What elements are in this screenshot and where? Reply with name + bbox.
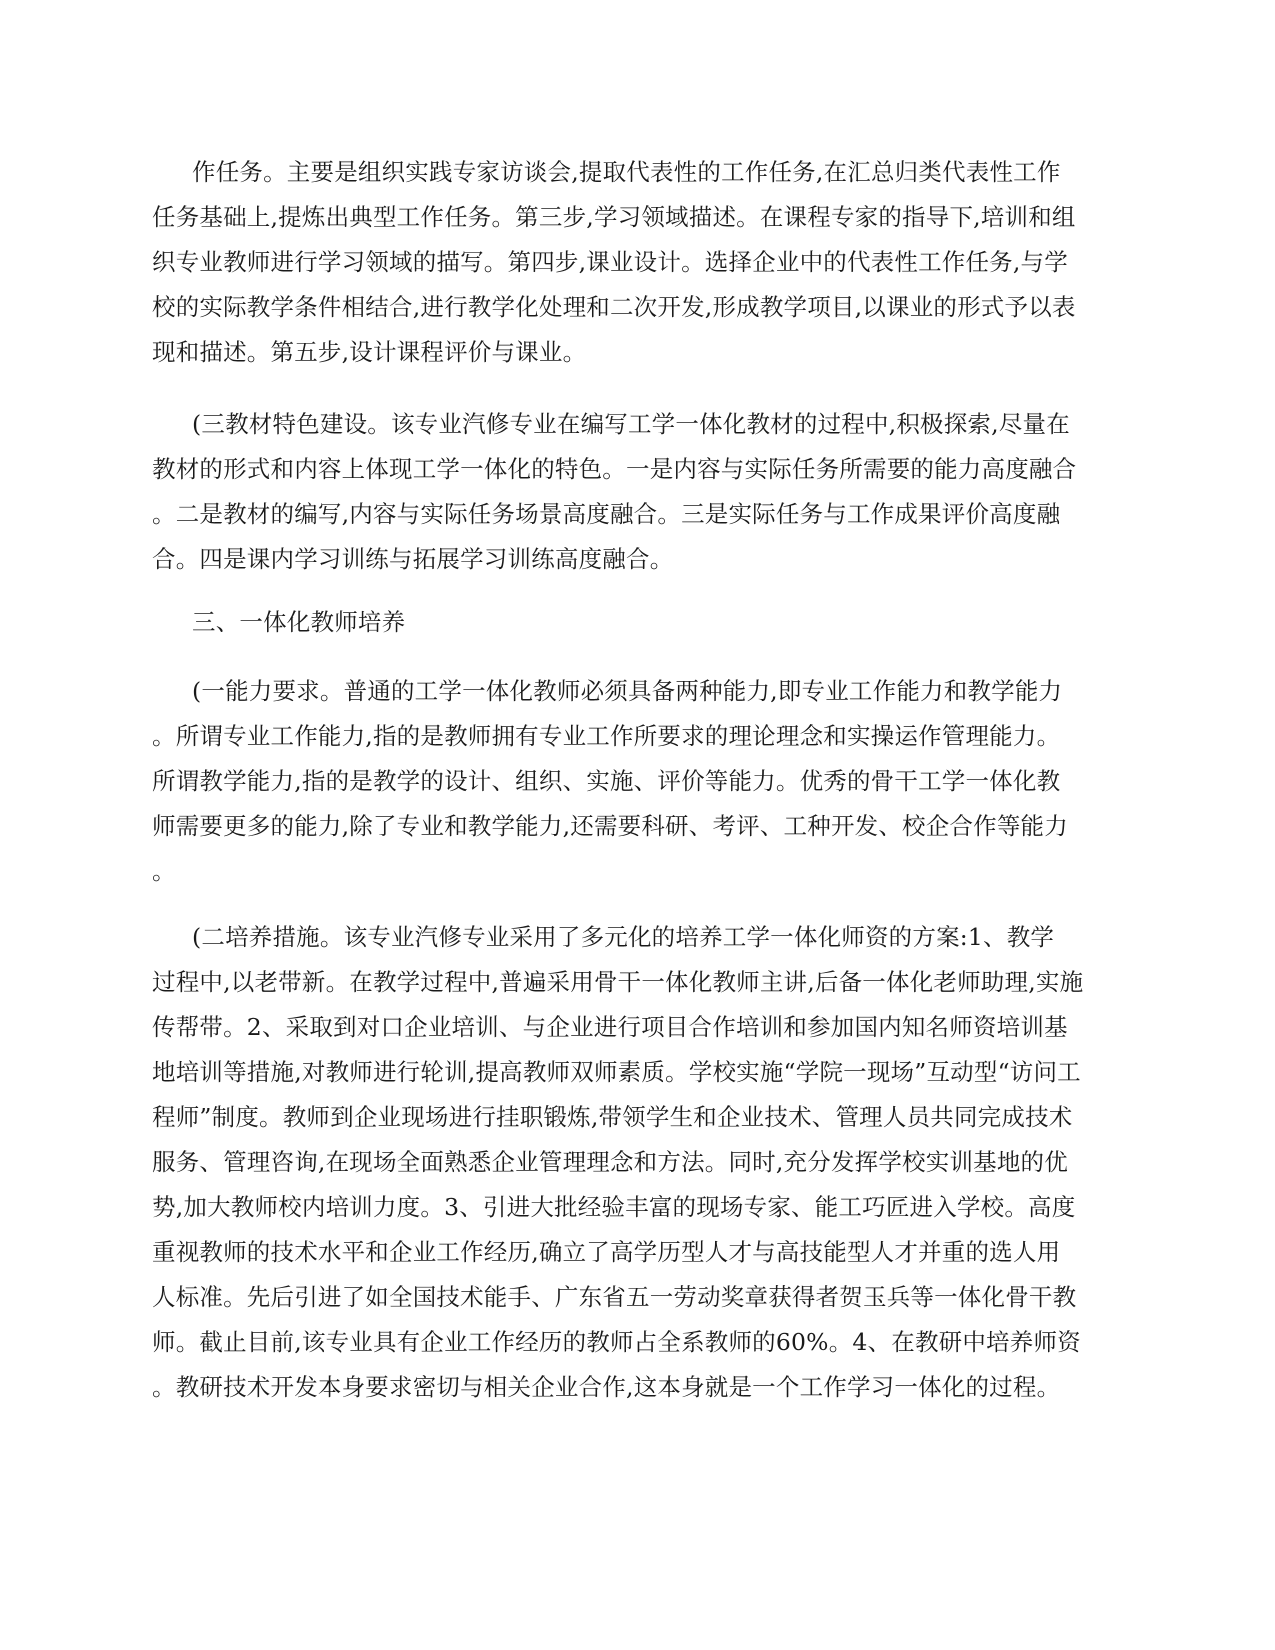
text-line: 师。截止目前,该专业具有企业工作经历的教师占全系教师的60%。4、在教研中培养师资 bbox=[152, 1328, 1081, 1356]
text-line: 所谓教学能力,指的是教学的设计、组织、实施、评价等能力。优秀的骨干工学一体化教 bbox=[152, 767, 1061, 795]
text-line: 。 bbox=[152, 857, 176, 885]
text-line: 人标准。先后引进了如全国技术能手、广东省五一劳动奖章获得者贺玉兵等一体化骨干教 bbox=[152, 1283, 1077, 1311]
text-line: 现和描述。第五步,设计课程评价与课业。 bbox=[152, 338, 587, 366]
text-line: 势,加大教师校内培训力度。3、引进大批经验丰富的现场专家、能工巧匠进入学校。高度 bbox=[152, 1193, 1076, 1221]
text-line: 教材的形式和内容上体现工学一体化的特色。一是内容与实际任务所需要的能力高度融合 bbox=[152, 455, 1077, 483]
text-line: (二培养措施。该专业汽修专业采用了多元化的培养工学一体化师资的方案:1、教学 bbox=[192, 923, 1055, 951]
text-line: 传帮带。2、采取到对口企业培训、与企业进行项目合作培训和参加国内知名师资培训基 bbox=[152, 1013, 1068, 1041]
text-line: 。教研技术开发本身要求密切与相关企业合作,这本身就是一个工作学习一体化的过程。 bbox=[152, 1373, 1061, 1401]
text-line: 。所谓专业工作能力,指的是教师拥有专业工作所要求的理论理念和实操运作管理能力。 bbox=[152, 722, 1061, 750]
text-line: (一能力要求。普通的工学一体化教师必须具备两种能力,即专业工作能力和教学能力 bbox=[192, 677, 1063, 705]
text-line: 地培训等措施,对教师进行轮训,提高教师双师素质。学校实施“学院一现场”互动型“访问工 bbox=[152, 1058, 1081, 1086]
text-line: 过程中,以老带新。在教学过程中,普遍采用骨干一体化教师主讲,后备一体化老师助理,实施 bbox=[152, 968, 1084, 996]
text-line: 校的实际教学条件相结合,进行教学化处理和二次开发,形成教学项目,以课业的形式予以表 bbox=[152, 293, 1076, 321]
text-line: 程师”制度。教师到企业现场进行挂职锻炼,带领学生和企业技术、管理人员共同完成技术 bbox=[152, 1103, 1073, 1131]
text-line: 师需要更多的能力,除了专业和教学能力,还需要科研、考评、工种开发、校企合作等能力 bbox=[152, 812, 1068, 840]
section-heading: 三、一体化教师培养 bbox=[192, 608, 406, 636]
text-line: 作任务。主要是组织实践专家访谈会,提取代表性的工作任务,在汇总归类代表性工作 bbox=[192, 158, 1061, 186]
text-line: 合。四是课内学习训练与拓展学习训练高度融合。 bbox=[152, 545, 674, 573]
text-line: 服务、管理咨询,在现场全面熟悉企业管理理念和方法。同时,充分发挥学校实训基地的优 bbox=[152, 1148, 1068, 1176]
text-line: 任务基础上,提炼出典型工作任务。第三步,学习领域描述。在课程专家的指导下,培训和组 bbox=[152, 203, 1076, 231]
text-line: 。二是教材的编写,内容与实际任务场景高度融合。三是实际任务与工作成果评价高度融 bbox=[152, 500, 1061, 528]
text-line: 织专业教师进行学习领域的描写。第四步,课业设计。选择企业中的代表性工作任务,与学 bbox=[152, 248, 1068, 276]
text-line: 重视教师的技术水平和企业工作经历,确立了高学历型人才与高技能型人才并重的选人用 bbox=[152, 1238, 1061, 1266]
text-line: (三教材特色建设。该专业汽修专业在编写工学一体化教材的过程中,积极探索,尽量在 bbox=[192, 410, 1070, 438]
